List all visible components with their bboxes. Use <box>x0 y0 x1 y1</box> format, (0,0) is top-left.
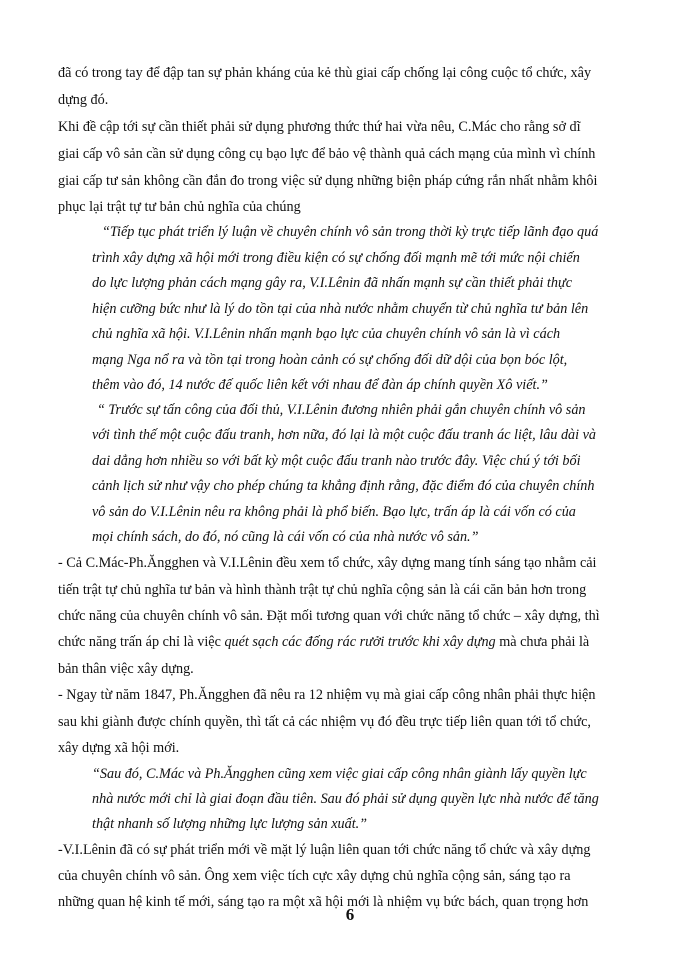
text-line <box>58 632 700 652</box>
text-line: tiến trật tự chủ nghĩa tư bản và hình thành trật tự chủ nghĩa cộng sản là cái căn bản hơn trong <box>58 582 587 598</box>
text-line: của chuyên chính vô sản. Ông xem việc tích cực xây dựng chủ nghĩa cộng sản, sáng tạo ra <box>58 868 571 884</box>
text-line: - Cả C.Mác-Ph.Ăngghen và V.I.Lênin đều xem tổ chức, xây dựng mang tính sáng tạo nhằm cải <box>58 555 597 571</box>
text-line: phục lại trật tự tư bản chủ nghĩa của chúng <box>58 199 301 215</box>
text-line: Khi đề cập tới sự cần thiết phải sử dụng phương thức thứ hai vừa nêu, C.Mác cho rằng sở dĩ <box>58 119 581 135</box>
quote-line: “ Trước sự tấn công của đối thủ, V.I.Lênin đương nhiên phải gắn chuyên chính vô sản <box>97 402 586 418</box>
quote-line: hiện cưỡng bức như là lý do tồn tại của nhà nước nhằm chuyển từ chủ nghĩa tư bản lên <box>92 301 589 317</box>
quote-line: với tình thế một cuộc đấu tranh, hơn nữa, đó lại là một cuộc đấu tranh ác liệt, lâu dài và <box>92 427 597 443</box>
quote-line: thật nhanh số lượng những lực lượng sản xuất.” <box>92 816 368 832</box>
quote-line: do lực lượng phản cách mạng gây ra, V.I.Lênin đã nhấn mạnh sự cần thiết phải thực <box>92 275 572 291</box>
text-line: xây dựng xã hội mới. <box>58 740 180 756</box>
quote-line: dai dẳng hơn nhiều so với bất kỳ một cuộc đấu tranh nào trước đây. Việc chú ý tới bối <box>92 453 581 469</box>
quote-line: “Sau đó, C.Mác và Ph.Ăngghen cũng xem việc giai cấp công nhân giành lấy quyền lực <box>92 766 587 782</box>
text-line: bản thân việc xây dựng. <box>58 661 194 677</box>
text-line: -V.I.Lênin đã có sự phát triển mới về mặt lý luận liên quan tới chức năng tổ chức và xây dựng <box>58 842 591 858</box>
emphasis-phrase: quét sạch các đống rác rưởi trước khi xây dựng <box>224 634 496 650</box>
quote-line: thêm vào đó, 14 nước đế quốc liên kết với nhau để đàn áp chính quyền Xô viết.” <box>92 377 548 393</box>
quote-line: “Tiếp tục phát triển lý luận về chuyên chính vô sản trong thời kỳ trực tiếp lãnh đạo quá <box>102 224 599 240</box>
text-segment: mà chưa phải là <box>495 634 590 650</box>
text-line: dựng đó. <box>58 92 109 108</box>
quote-line: mạng Nga nổ ra và tồn tại trong hoàn cảnh có sự chống đối dữ dội của bọn bóc lột, <box>92 352 568 368</box>
page-number: 6 <box>345 905 355 924</box>
quote-line: mọi chính sách, do đó, nó cũng là cái vốn có của nhà nước vô sản.” <box>92 529 479 545</box>
text-line: - Ngay từ năm 1847, Ph.Ăngghen đã nêu ra 12 nhiệm vụ mà giai cấp công nhân phải thực hiện <box>58 687 596 703</box>
quote-line: vô sản do V.I.Lênin nêu ra không phải là phổ biến. Bạo lực, trấn áp là cái vốn có của <box>92 504 576 520</box>
quote-line: trình xây dựng xã hội mới trong điều kiện có sự chống đối mạnh mẽ tới mức nội chiến <box>92 250 580 266</box>
text-line: những quan hệ kinh tế mới, sáng tạo ra một xã hội mới là nhiệm vụ bức bách, quan trọng hơn <box>58 894 589 910</box>
text-line: đã có trong tay để đập tan sự phản kháng của kẻ thù giai cấp chống lại công cuộc tổ chức, xây <box>58 65 592 81</box>
text-line: giai cấp vô sản cần sử dụng công cụ bạo lực để bảo vệ thành quả cách mạng của mình vì chính <box>58 146 596 162</box>
quote-line: nhà nước mới chỉ là giai đoạn đầu tiên. Sau đó phải sử dụng quyền lực nhà nước để tăng <box>92 791 599 807</box>
text-line: chức năng của chuyên chính vô sản. Đặt mối tương quan với chức năng tổ chức – xây dựng, thì <box>58 608 600 624</box>
quote-line: chủ nghĩa xã hội. V.I.Lênin nhấn mạnh bạo lực của chuyên chính vô sản là vì cách <box>92 326 561 342</box>
quote-line: cảnh lịch sử như vậy cho phép chúng ta khẳng định rằng, đặc điểm đó của chuyên chính <box>92 478 595 494</box>
text-line: giai cấp tư sản không cần đắn đo trong việc sử dụng những biện pháp cứng rắn nhất nhằm khôi <box>58 173 598 189</box>
text-line: sau khi giành được chính quyền, thì tất cả các nhiệm vụ đó đều trực tiếp liên quan tới tổ chức, <box>58 714 591 730</box>
text-segment: chức năng trấn áp chỉ là việc <box>58 634 221 650</box>
